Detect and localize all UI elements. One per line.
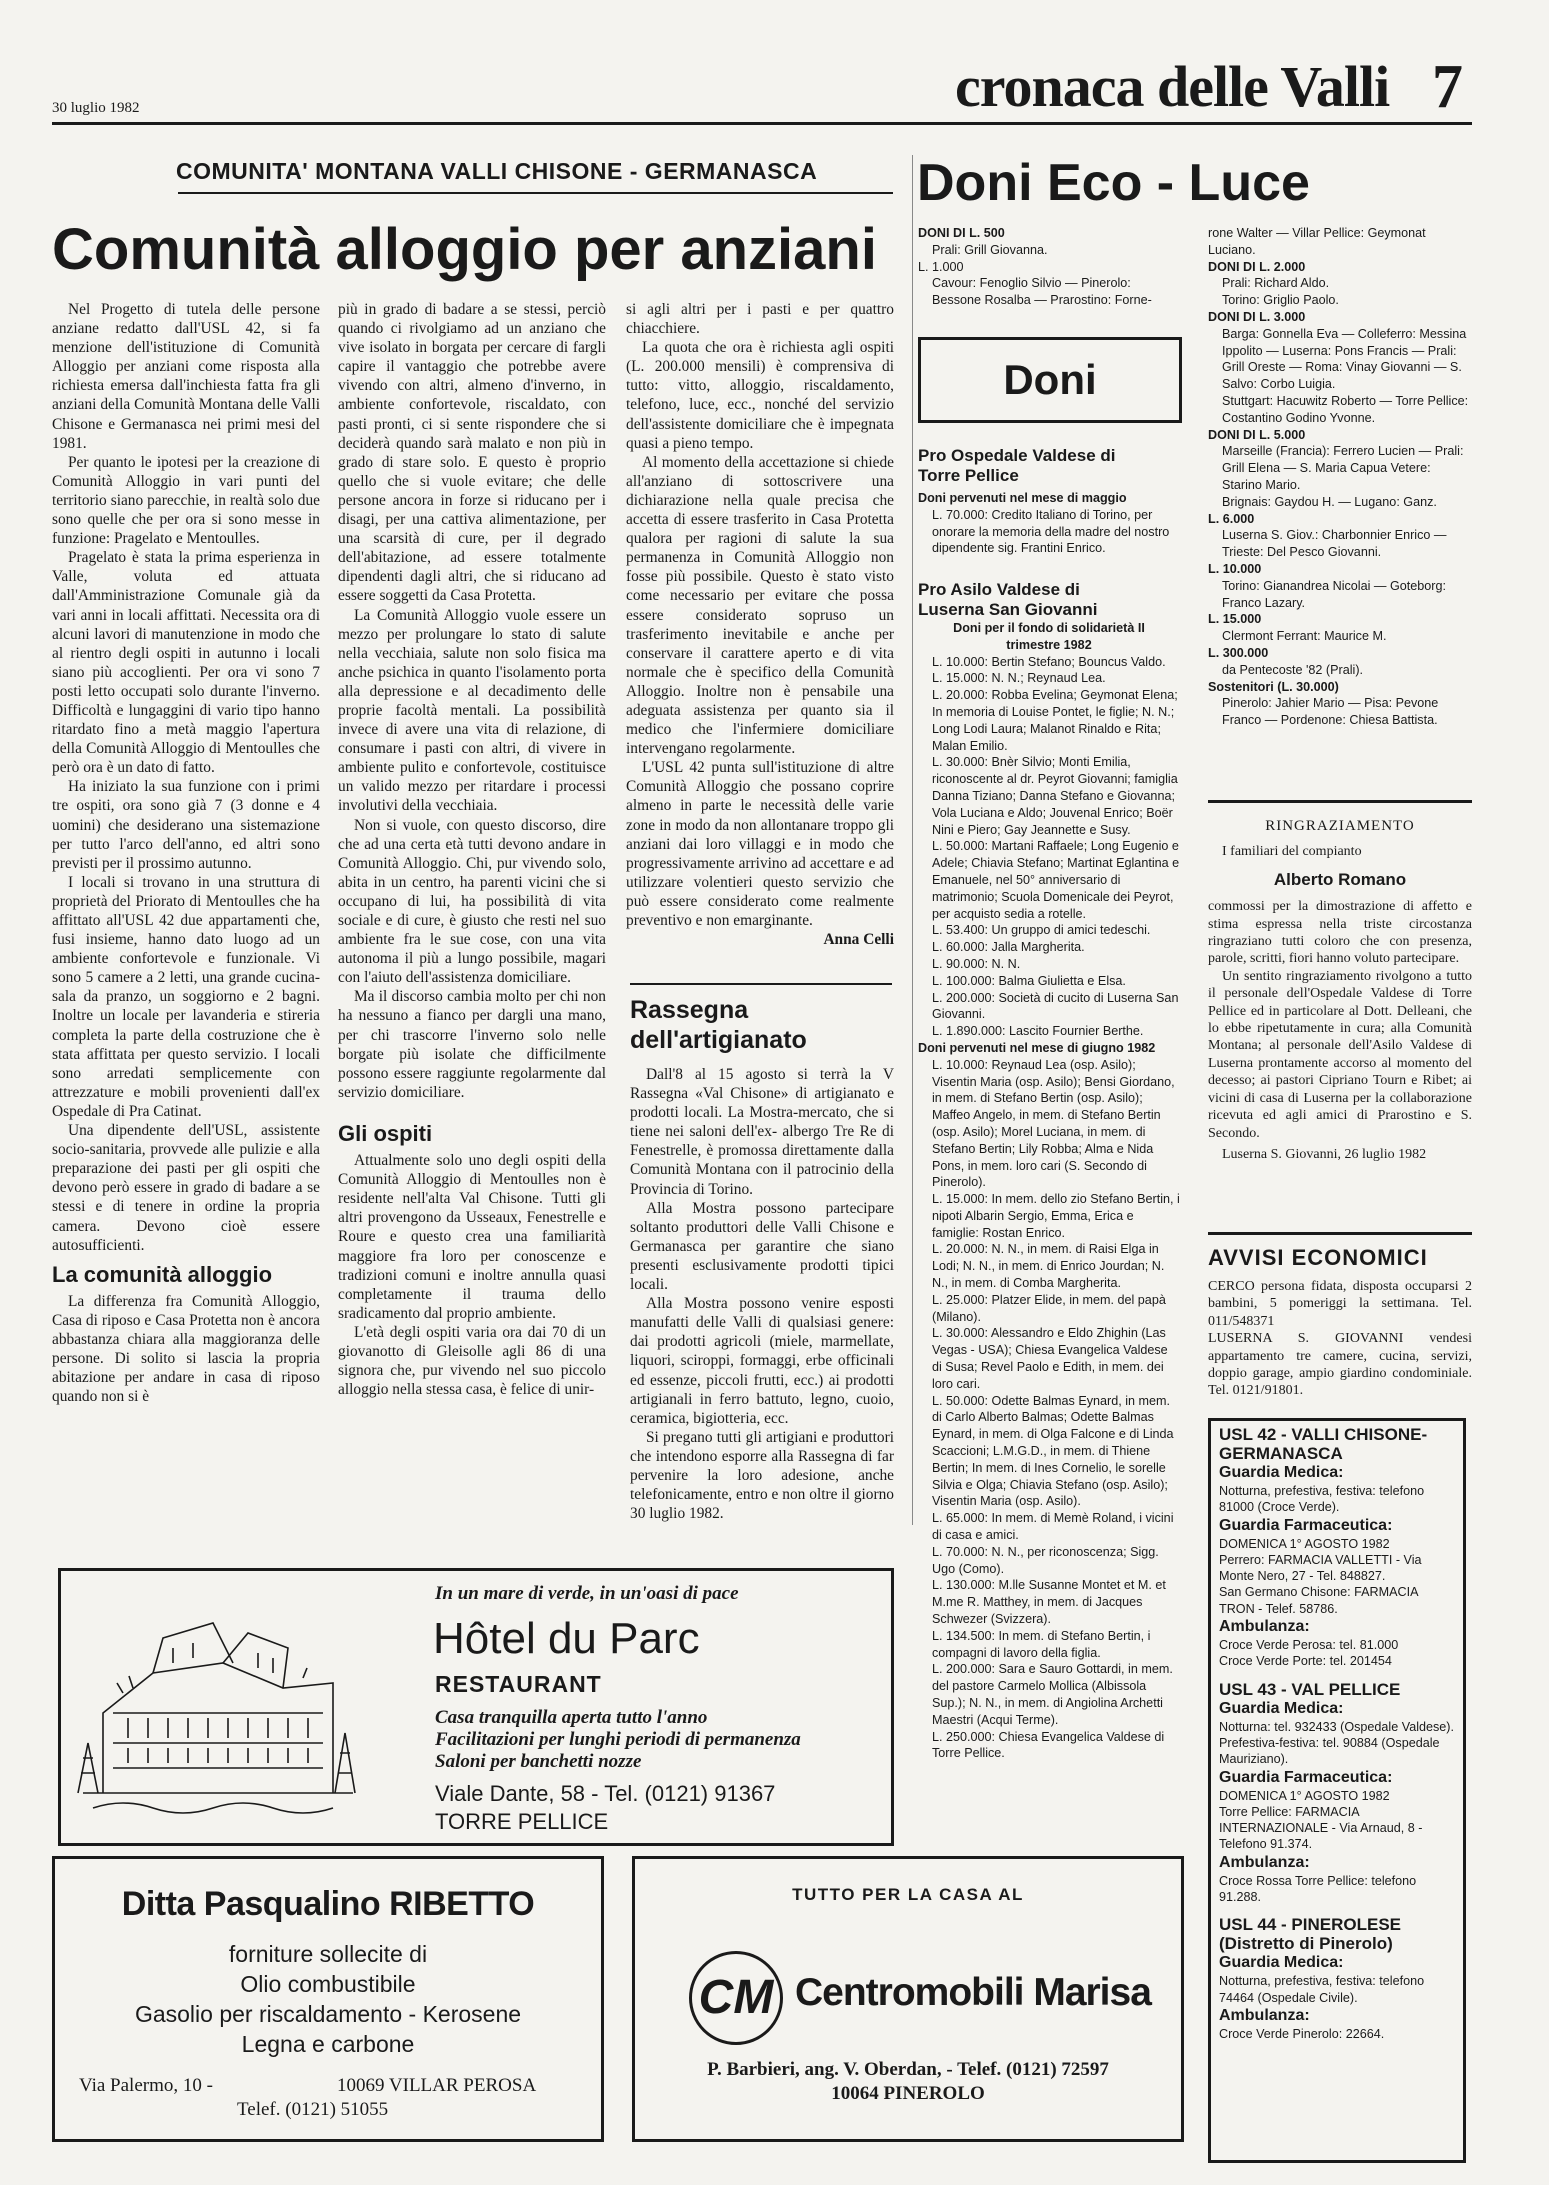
ringraziamento-place-date: Luserna S. Giovanni, 26 luglio 1982 [1222, 1146, 1427, 1162]
article-column-3 [626, 300, 894, 949]
usl-heading: Guardia Farmaceutica: [1219, 1768, 1393, 1786]
don-entry: Barga: Gonnella Eva — Colleferro: Messina Ippolito — Luserna: Pons Francis — Prali: Grill Oreste — Roma: Vinay Giovanni — S. Salvo: Corbo Luigia. [1222, 326, 1467, 392]
hotel-illustration [73, 1593, 363, 1823]
ad-centromobili [632, 1856, 1184, 2142]
don-entry: L. 100.000: Balma Giulietta e Elsa. [932, 973, 1126, 988]
article-paragraph: Alla Mostra possono partecipare soltanto produttori delle Valli Chisone e Germanasca per garantire che siano presenti esclusivamente prodotti tipici locali. [630, 1199, 894, 1294]
ad-ribetto [52, 1856, 604, 2142]
usl-heading: Guardia Medica: [1219, 1954, 1344, 1972]
article-paragraph: Ha iniziato la sua funzione con i primi tre ospiti, ora sono già 7 (3 donne e 4 uomini) che desiderano una sistemazione per tutto l'arco dell'anno, ed altri sono previsti per il prossimo autunno. [52, 778, 320, 872]
asilo-month-2: Doni pervenuti nel mese di giugno 1982 [918, 1040, 1156, 1055]
usl-heading: Ambulanza: [1219, 1853, 1310, 1871]
don-entry: L. 1.890.000: Lascito Fournier Berthe. [932, 1024, 1144, 1039]
don-entry: L. 50.000: Martani Raffaele; Long Eugenio e Adele; Chiavia Stefano; Martinat Eglantina e Emanuele, nel 50° anniversario di matrimonio; Scuola Domenicale dei Peyrot, per acquisto sedia a rotelle. [932, 839, 1180, 921]
hotel-line: Casa tranquilla aperta tutto l'anno [435, 1707, 708, 1728]
asilo-section [918, 580, 1180, 1762]
don-entry: L. 70.000: Credito Italiano di Torino, per onorare la memoria della madre del nostro dipendente sig. Frantini Enrico. [932, 507, 1170, 556]
don-entry: L. 6.000 [1208, 511, 1255, 526]
ribetto-line: Olio combustibile [240, 1971, 416, 1997]
article-paragraph: Per quanto le ipotesi per la creazione di Comunità Alloggio in vari punti del territorio siano parecchie, in realtà solo due sono quelle che per ora si sono messe in funzione: Pragelato e Mentoulles. [52, 453, 320, 548]
article-paragraph: La quota che ora è richiesta agli ospiti (L. 200.000 mensili) è comprensiva di tutto: vitto, alloggio, riscaldamento, telefono, luce, ecc., nonché del servizio dell'assistente domiciliare che è impegnata quasi a pieno tempo. [626, 339, 894, 452]
don-entry: Clermont Ferrant: Maurice M. [1222, 629, 1387, 644]
ribetto-name: Ditta Pasqualino RIBETTO [121, 1885, 535, 1923]
usl-text: Croce Verde Perosa: tel. 81.000 [1219, 1638, 1399, 1653]
column-divider [912, 155, 913, 1525]
don-entry: DONI DI L. 5.000 [1208, 427, 1306, 442]
hotel-name: Hôtel du Parc [433, 1614, 700, 1663]
usl-text: DOMENICA 1° AGOSTO 1982 [1219, 1788, 1390, 1803]
ringraziamento-para: commossi per la dimostrazione di affetto e stima espressa nella triste circostanza ringraziano tutti coloro che con presenza, parole, scritti, fiori hanno voluto partecipare. [1208, 899, 1472, 967]
article-paragraph: Attualmente solo uno degli ospiti della Comunità Alloggio di Mentoulles non è residente nell'alta Val Chisone. Tutti gli altri provengono da Usseaux, Fenestrelle e Roure e questo crea una familiarità maggiore fra loro per conoscenze e tradizioni comuni e inoltre annulla quasi completamente il trauma dello sradicamento dal proprio ambiente. [338, 1152, 606, 1322]
don-entry: L. 65.000: In mem. di Memè Roland, i vicini di casa e amici. [932, 1511, 1174, 1543]
don-entry: L. 10.000 [1208, 561, 1262, 576]
doni-eco-col-a [918, 225, 1180, 309]
subhead-comunita: La comunità alloggio [52, 1261, 273, 1287]
article-paragraph: Pragelato è stata la prima esperienza in Valle, voluta ed attuata dall'Amministrazione Comunale già da vari anni in locali affittati. Necessita ora di alcuni lavori di manutenzione in modo che al rientro degli ospiti in autunno i locali siano più accoglienti. Per ora vi sono 7 posti letto occupati solo durante l'inverno. Difficoltà e lungaggini di vario tipo hanno ritardato fino a metà maggio l'apertura della Comunità Alloggio di Mentoulles che però ora è un dato di fatto. [52, 549, 320, 777]
ribetto-address: Via Palermo, 10 - [79, 2075, 213, 2096]
usl-heading: Guardia Medica: [1219, 1699, 1344, 1717]
centromobili-tagline: TUTTO PER LA CASA AL [792, 1885, 1024, 1904]
usl-text: Notturna: tel. 932433 (Ospedale Valdese). [1219, 1719, 1454, 1734]
don-entry: L. 10.000: Reynaud Lea (osp. Asilo); Visentin Maria (osp. Asilo); Bensi Giordano, in mem. di Stefano Bertin (osp. Asilo); Maffeo Angelo, in mem. di Stefano Bertin (osp. Asilo); Morel Luciana, in mem. di Stefano Bertin; Lily Robba; Alma e Nida Pons, in mem. loro cari (S. Secondo di Pinerolo). [932, 1057, 1175, 1190]
article-paragraph: Si pregano tutti gli artigiani e produttori che intendono esporre alla Rassegna di far pervenire la loro adesione, anche telefonicamente, entro e non oltre il giorno 30 luglio 1982. [630, 1428, 894, 1523]
hotel-line: Saloni per banchetti nozze [435, 1751, 642, 1772]
don-entry: DONI DI L. 2.000 [1208, 259, 1306, 274]
avvisi-rule [1208, 1232, 1472, 1235]
doni-eco-col-b [1208, 225, 1472, 729]
don-entry: Brignais: Gaydou H. — Lugano: Ganz. [1222, 494, 1437, 509]
ringraziamento-section [1208, 818, 1472, 1163]
ribetto-line: forniture sollecite di [228, 1941, 428, 1967]
doni-eco-headline: Doni Eco - Luce [917, 154, 1310, 212]
article-paragraph: Ma il discorso cambia molto per chi non ha nessuno a fianco per dargli una mano, per chi trascorre l'inverno solo nelle borgate più isolate che difficilmente possono essere raggiunte regolarmente dal servizio domiciliare. [338, 988, 606, 1101]
article-paragraph: Nel Progetto di tutela delle persone anziane redatto dall'USL 42, si fa menzione dell'istituzione di Comunità Alloggio per anziani come risposta alla richiesta emersa dall'inchiesta fatta fra gli anziani della Comunità Montana delle Valli Chisone e Germanasca nei primi mesi del 1981. [52, 301, 320, 452]
usl43-title: USL 43 - VAL PELLICE [1219, 1679, 1401, 1699]
article-paragraph: Alla Mostra possono venire esposti manufatti delle Valli di qualsiasi genere: dai prodotti agricoli (miele, marmellate, liquori, sciroppi, formaggi, erbe officinali ed essenze, piccoli frutti, ecc.) ai prodotti artigianali in ferro battuto, legno, cuoio, ceramica, bigiotteria, ecc. [630, 1295, 894, 1427]
don-entry: L. 20.000: Robba Evelina; Geymonat Elena; In memoria di Louise Pontet, le figlie; N. N.; Long Lodi Laura; Malanot Rinaldo e Rita; Malan Emilio. [932, 688, 1178, 753]
article-paragraph: I locali si trovano in una struttura di proprietà del Priorato di Mentoulles che ha affittato all'USL 42 due appartamenti che, fusi insieme, hanno dato luogo ad un ambiente confortevole e funzionale. Vi sono 5 camere a 2 letti, una grande cucina-sala da pranzo, un soggiorno e 2 bagni. Inoltre un locale per lavanderia e stireria completa la parte della costruzione che è stata affittata per questo servizio. I locali sono arredati semplicemente con attrezzature e mobili provenienti dall'ex Ospedale di Pra Catinat. [52, 873, 320, 1120]
usl-heading: Ambulanza: [1219, 1618, 1310, 1636]
ringraziamento-rule [1208, 800, 1472, 803]
rassegna-article [630, 995, 894, 1523]
don-entry: Prali: Richard Aldo. [1222, 276, 1330, 291]
article-kicker: COMUNITA' MONTANA VALLI CHISONE - GERMANASCA [176, 158, 818, 184]
ospedale-title: Pro Ospedale Valdese di Torre Pellice [918, 446, 1116, 485]
page-number: 7 [1432, 53, 1463, 121]
ad-hotel [58, 1568, 894, 1846]
don-entry: L. 53.400: Un gruppo di amici tedeschi. [932, 923, 1151, 938]
ospedale-month: Doni pervenuti nel mese di maggio [918, 491, 1127, 505]
hotel-address: Viale Dante, 58 - Tel. (0121) 91367 [435, 1781, 776, 1806]
don-entry: Prali: Grill Giovanna. [932, 242, 1048, 257]
article-author: Anna Celli [823, 931, 894, 949]
hotel-tagline: In un mare di verde, in un'oasi di pace [435, 1583, 739, 1604]
don-entry: da Pentecoste '82 (Prali). [1222, 662, 1364, 677]
asilo-title: Pro Asilo Valdese di Luserna San Giovanni [918, 580, 1098, 619]
don-entry: Cavour: Fenoglio Silvio — Pinerolo: Bessone Rosalba — Prarostino: Forne- [932, 276, 1152, 308]
rassegna-headline: Rassegna dell'artigianato [630, 996, 807, 1054]
don-entry: DONI DI L. 3.000 [1208, 309, 1306, 324]
usl-text: Prefestiva-festiva: tel. 90884 (Ospedale Mauriziano). [1219, 1735, 1440, 1767]
hotel-line: Facilitazioni per lunghi periodi di permanenza [435, 1729, 801, 1750]
cm-logo-icon [689, 1951, 783, 2045]
centromobili-address: P. Barbieri, ang. V. Oberdan, - Telef. (0121) 72597 [707, 2059, 1109, 2080]
avvisi-section [1208, 1244, 1472, 1400]
usl-text: Notturna, prefestiva, festiva: telefono 74464 (Ospedale Civile). [1219, 1974, 1425, 2005]
don-entry: L. 20.000: N. N., in mem. di Raisi Elga in Lodi; N. N., in mem. di Enrico Jourdan; N. N., in mem. di Comba Margherita. [932, 1242, 1165, 1291]
don-entry: L. 90.000: N. N. [932, 956, 1021, 971]
subhead-ospiti: Gli ospiti [338, 1120, 433, 1146]
article-paragraph: si agli altri per i pasti e per quattro chiacchiere. [626, 301, 894, 338]
article-paragraph: L'età degli ospiti varia ora dai 70 di un giovanotto di Gleisolle agli 86 di una signora che, pur vivendo nel suo piccolo alloggio nella stessa casa, è felice di unir- [338, 1323, 606, 1399]
ribetto-line: Gasolio per riscaldamento - Kerosene [134, 2001, 522, 2027]
ribetto-line: Legna e carbone [241, 2031, 415, 2057]
article-paragraph: Dall'8 al 15 agosto si terrà la V Rassegna «Val Chisone» di artigianato e prodotti locali. La Mostra-mercato, che si tiene nei saloni dell'ex- albergo Tre Re di Fenestrelle, è promossa direttamente dalla Comunità Montana con il patrocinio della Provincia di Torino. [630, 1066, 894, 1198]
don-entry: L. 130.000: M.lle Susanne Montet et M. et M.me R. Matthey, in mem. di Jacques Schwezer (Svizzera). [932, 1578, 1166, 1627]
rassegna-rule [630, 983, 892, 985]
don-entry: rone Walter — Villar Pellice: Geymonat Luciano. [1208, 226, 1426, 257]
don-entry: L. 10.000: Bertin Stefano; Bouncus Valdo. [932, 654, 1166, 669]
usl-heading: Guardia Farmaceutica: [1219, 1516, 1393, 1534]
don-entry: L. 15.000: In mem. dello zio Stefano Bertin, i nipoti Albarin Sergio, Emma, Erica e famiglie: Rostan Enrico. [932, 1192, 1180, 1240]
usl-text: San Germano Chisone: FARMACIA TRON - Telef. 58786. [1219, 1585, 1418, 1616]
doni-box-label: Doni [1003, 356, 1097, 403]
usl-heading: Ambulanza: [1219, 2006, 1310, 2024]
don-entry: L. 30.000: Bnèr Silvio; Monti Emilia, riconoscente al dr. Peyrot Giovanni; famiglia Danna Tiziano; Danna Stefano e Giovanna; Vola Luciana e Aldo; Jouvenal Enrico; Boër Nini e Piero; Gay Jeannette e Susy. [932, 755, 1178, 837]
usl-box [1208, 1418, 1466, 2163]
article-paragraph: Al momento della accettazione si chiede all'anziano di sottoscrivere una dichiarazione nella quale precisa che accetta di essere trasferito in Casa Protetta qualora per ragioni di salute la sua permanenza in Comunità Alloggio non fosse più possibile. Questo è stato visto come necessario per evitare che possa essere considerato sopruso un trasferimento inevitabile e anche per conservare il carattere aperto e di vita normale che è specifico della Comunità Alloggio. Inoltre non è pensabile una adeguata assistenza per quanto sia il medico che l'infermiere domiciliare intervengano regolarmente. [626, 453, 894, 758]
section-title: cronaca delle Valli [955, 54, 1390, 119]
centromobili-name: Centromobili Marisa [795, 1971, 1151, 2014]
usl44-title: USL 44 - PINEROLESE (Distretto di Pinerolo) [1219, 1915, 1402, 1954]
avvisi-title: AVVISI ECONOMICI [1208, 1245, 1428, 1270]
masthead-rule [52, 122, 1472, 125]
don-entry: Marseille (Francia): Ferrero Lucien — Prali: Grill Elena — S. Maria Capua Vetere: Starino Mario. [1222, 444, 1464, 492]
don-entry: Torino: Gianandrea Nicolai — Goteborg: Franco Lazary. [1222, 578, 1447, 610]
don-entry: DONI DI L. 500 [918, 226, 1005, 240]
don-entry: L. 200.000: Società di cucito di Luserna San Giovanni. [932, 990, 1179, 1022]
ringraziamento-name: Alberto Romano [1273, 869, 1407, 889]
don-entry: L. 30.000: Alessandro e Eldo Zhighin (Las Vegas - USA); Chiesa Evangelica Valdese di Susa; Revel Paolo e Edith, in mem. dei loro cari. [932, 1326, 1168, 1391]
article-column-2 [338, 300, 606, 1399]
centromobili-city: 10064 PINEROLO [831, 2083, 985, 2104]
asilo-fund: Doni per il fondo di solidarietà II trimestre 1982 [953, 621, 1145, 652]
don-entry: L. 15.000: N. N.; Reynaud Lea. [932, 671, 1106, 686]
article-paragraph: La differenza fra Comunità Alloggio, Casa di riposo e Casa Protetta non è ancora abbastanza chiara alla maggioranza delle persone. Di solito si lascia la propria abitazione per andare in casa di riposo quando non si è [52, 1292, 320, 1406]
don-entry: L. 1.000 [918, 259, 964, 274]
avvisi-text: LUSERNA S. GIOVANNI vendesi appartamento tre camere, cucina, servizi, doppio garage, ampio giardino condominiale. Tel. 0121/91801. [1208, 1331, 1472, 1399]
don-entry: Pinerolo: Jahier Mario — Pisa: Pevone Franco — Pordenone: Chiesa Battista. [1222, 696, 1439, 728]
usl-text: Croce Rossa Torre Pellice: telefono 91.288. [1219, 1873, 1417, 1905]
don-entry: L. 200.000: Sara e Sauro Gottardi, in mem. del pastore Carmelo Mollica (Albissola Sup.); N. N., in mem. di Angiolina Archetti Maestri (Acqui Terme). [932, 1662, 1173, 1727]
usl-text: Notturna, prefestiva, festiva: telefono 81000 (Croce Verde). [1219, 1484, 1425, 1515]
avvisi-text: CERCO persona fidata, disposta occuparsi 2 bambini, 5 pomeriggi la settimana. Tel. 011/548371 [1208, 1279, 1472, 1329]
don-entry: Torino: Griglio Paolo. [1222, 293, 1339, 308]
article-paragraph: L'USL 42 punta sull'istituzione di altre Comunità Alloggio che possano coprire almeno in parte le necessità delle varie zone in modo da non allontanare troppo gli anziani dai loro villaggi e in modo che progressivamente arrivino ad accettare e ad utilizzare volentieri questo servizio che può essere considerato come realmente preventivo e non emarginante. [626, 759, 894, 929]
don-entry: L. 134.500: In mem. di Stefano Bertin, i compagni di lavoro della figlia. [932, 1628, 1151, 1660]
article-paragraph: più in grado di badare a se stessi, perciò quando ci rivolgiamo ad un anziano che vive isolato in borgata per cercare di fargli capire il vantaggio che potrebbe avere vivendo con altri, almeno d'inverno, in ambiente confortevole, riscaldato, con pasti pronti, ci si sente rispondere che si deciderà quando sarà malato e non più in grado di stare solo. E questo è proprio quello che si vuole evitare; che delle persone ancora in forze si riducano per i disagi, per una cattiva alimentazione, per una scarsità di cure, per il degrado dell'abitazione, ad essere totalmente dipendenti dagli altri, che si riducano ad essere soggetti da Casa Protetta. [338, 301, 606, 605]
article-column-1 [52, 300, 320, 1406]
hotel-restaurant: RESTAURANT [435, 1671, 602, 1697]
article-paragraph: Non si vuole, con questo discorso, dire che ad una certa età tutti devono andare in Comunità Alloggio. Chi, pur vivendo solo, abita in un centro, ha parenti vicini che si occupano di lui, ha possibilità di vita sociale e di cure, è giusto che resti nel suo ambiente fra le sue cose, con una vita autonoma il più a lungo possibile, magari con l'aiuto dell'assistenza domiciliare. [338, 816, 606, 987]
article-paragraph: Una dipendente dell'USL, assistente socio-sanitaria, provvede alle pulizie e alla preparazione dei pasti per gli ospiti che devono però essere in grado di badare a se stessi e di tenere in ordine la propria camera. Devono cioè essere autosufficienti. [52, 1122, 320, 1254]
usl-text: Perrero: FARMACIA VALLETTI - Via Monte Nero, 27 - Tel. 848827. [1219, 1552, 1422, 1584]
usl42-title: USL 42 - VALLI CHISONE-GERMANASCA [1219, 1425, 1428, 1463]
ringraziamento-para: Un sentito ringraziamento rivolgono a tutto il personale dell'Ospedale Valdese di Torre Pellice ed in particolare al Dott. Delleani, che lo ebbe ripetutamente in cura; alla Comunità Montana; al personale dell'Asilo Valdese di Luserna prontamente accorso al momento del decesso; ai pastori Cipriano Tourn e Ribet; ai vicini di casa di Luserna per la collaborazione ricevuta ed agli amici di Prarostino e S. Secondo. [1208, 968, 1472, 1141]
don-entry: L. 60.000: Jalla Margherita. [932, 940, 1085, 955]
usl-text: Torre Pellice: FARMACIA INTERNAZIONALE - Via Arnaud, 8 - Telefono 91.374. [1219, 1804, 1423, 1852]
don-entry: L. 300.000 [1208, 645, 1269, 660]
usl-text: Croce Verde Porte: tel. 201454 [1219, 1654, 1392, 1669]
article-headline: Comunità alloggio per anziani [52, 217, 877, 282]
hotel-city: TORRE PELLICE [435, 1809, 609, 1834]
doni-box [918, 337, 1182, 423]
don-entry: Luserna S. Giov.: Charbonnier Enrico — Trieste: Del Pesco Giovanni. [1222, 528, 1447, 560]
ospedale-section [918, 446, 1180, 557]
cm-logo-text: CM [698, 1971, 774, 2024]
ringraziamento-title: RINGRAZIAMENTO [1265, 818, 1415, 834]
ribetto-phone: Telef. (0121) 51055 [237, 2099, 389, 2120]
article-paragraph: La Comunità Alloggio vuole essere un mezzo per prolungare lo stato di salute nella vecchiaia, salute non solo fisica ma anche psichica in quanto l'isolamento porta alla depressione e al decadimento delle proprie facoltà mentali. La possibilità invece di avere una vita di relazione, di consumare i pasti con altri, di vivere in ambiente pulito e confortevole, costituisce un valido mezzo per ritardare i processi involutivi della vecchiaia. [338, 606, 606, 815]
ribetto-city: 10069 VILLAR PEROSA [337, 2075, 537, 2096]
don-entry: Stuttgart: Hacuwitz Roberto — Torre Pellice: Costantino Godino Yvonne. [1222, 393, 1469, 425]
don-entry: L. 250.000: Chiesa Evangelica Valdese di Torre Pellice. [932, 1729, 1165, 1761]
issue-date: 30 luglio 1982 [52, 100, 140, 116]
usl-heading: Guardia Medica: [1219, 1464, 1344, 1481]
don-entry: L. 25.000: Platzer Elide, in mem. del papà (Milano). [932, 1292, 1166, 1324]
kicker-rule [178, 192, 893, 194]
usl-text: Croce Verde Pinerolo: 22664. [1219, 2026, 1385, 2041]
usl-text: DOMENICA 1° AGOSTO 1982 [1219, 1536, 1390, 1551]
don-entry: L. 70.000: N. N., per riconoscenza; Sigg. Ugo (Como). [932, 1544, 1159, 1576]
ringraziamento-intro: I familiari del compianto [1222, 844, 1362, 860]
don-entry: L. 15.000 [1208, 612, 1262, 627]
don-entry: Sostenitori (L. 30.000) [1208, 679, 1339, 694]
don-entry: L. 50.000: Odette Balmas Eynard, in mem. di Carlo Alberto Balmas; Odette Balmas Eynard, in mem. di Olga Falcone e di Linda Scaccioni; L.M.G.D., in mem. di Thiene Bertin; In mem. di Ines Cornelio, le sorelle Silvia e Olga; Chiavia Stefano (osp. Asilo); Visentin Maria (osp. Asilo). [932, 1393, 1174, 1509]
